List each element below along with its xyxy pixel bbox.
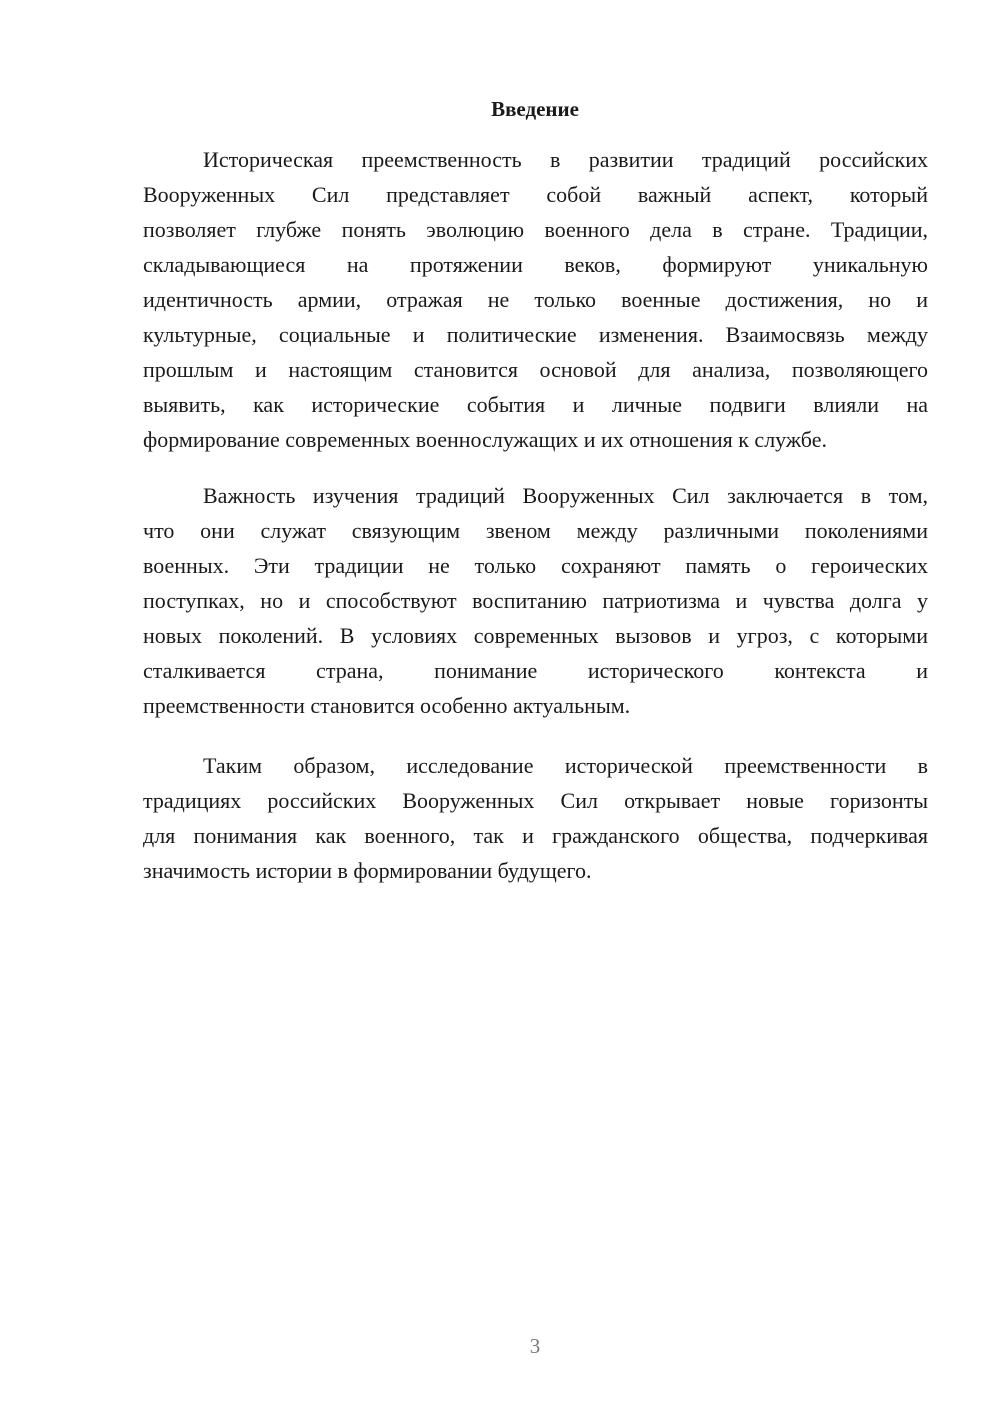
text-line: что они служат связующим звеном между различными поколениями [143,518,928,543]
text-line: для понимания как военного, так и гражданского общества, подчеркивая [143,823,928,848]
text-line: Таким образом, исследование исторической преемственности в [203,753,928,778]
text-line: идентичность армии, отражая не только военные достижения, но и [143,287,928,312]
paragraph-3 [143,748,928,888]
text-line: Вооруженных Сил представляет собой важный аспект, который [143,182,928,207]
text-line: прошлым и настоящим становится основой для анализа, позволяющего [143,357,928,382]
text-line: военных. Эти традиции не только сохраняют память о героических [143,553,928,578]
text-line: позволяет глубже понять эволюцию военного дела в стране. Традиции, [143,217,928,242]
text-line: культурные, социальные и политические изменения. Взаимосвязь между [143,322,928,347]
page-number: 3 [529,1334,541,1358]
text-line: Историческая преемственность в развитии традиций российских [203,147,928,172]
paragraph-2 [143,478,928,723]
text-line: поступках, но и способствуют воспитанию патриотизма и чувства долга у [143,588,928,613]
paragraph-1 [143,142,928,457]
text-line: традициях российских Вооруженных Сил открывает новые горизонты [143,788,928,813]
text-line: новых поколений. В условиях современных вызовов и угроз, с которыми [143,623,928,648]
text-line: выявить, как исторические события и личные подвиги влияли на [143,392,928,417]
text-line: складывающиеся на протяжении веков, формируют уникальную [143,252,928,277]
text-line: значимость истории в формировании будущего. [143,858,592,883]
text-line: Важность изучения традиций Вооруженных Сил заключается в том, [203,483,928,508]
text-line: преемственности становится особенно актуальным. [143,693,631,718]
text-line: формирование современных военнослужащих и их отношения к службе. [143,427,827,452]
section-heading: Введение [491,97,579,121]
text-line: сталкивается страна, понимание исторического контекста и [143,658,928,683]
